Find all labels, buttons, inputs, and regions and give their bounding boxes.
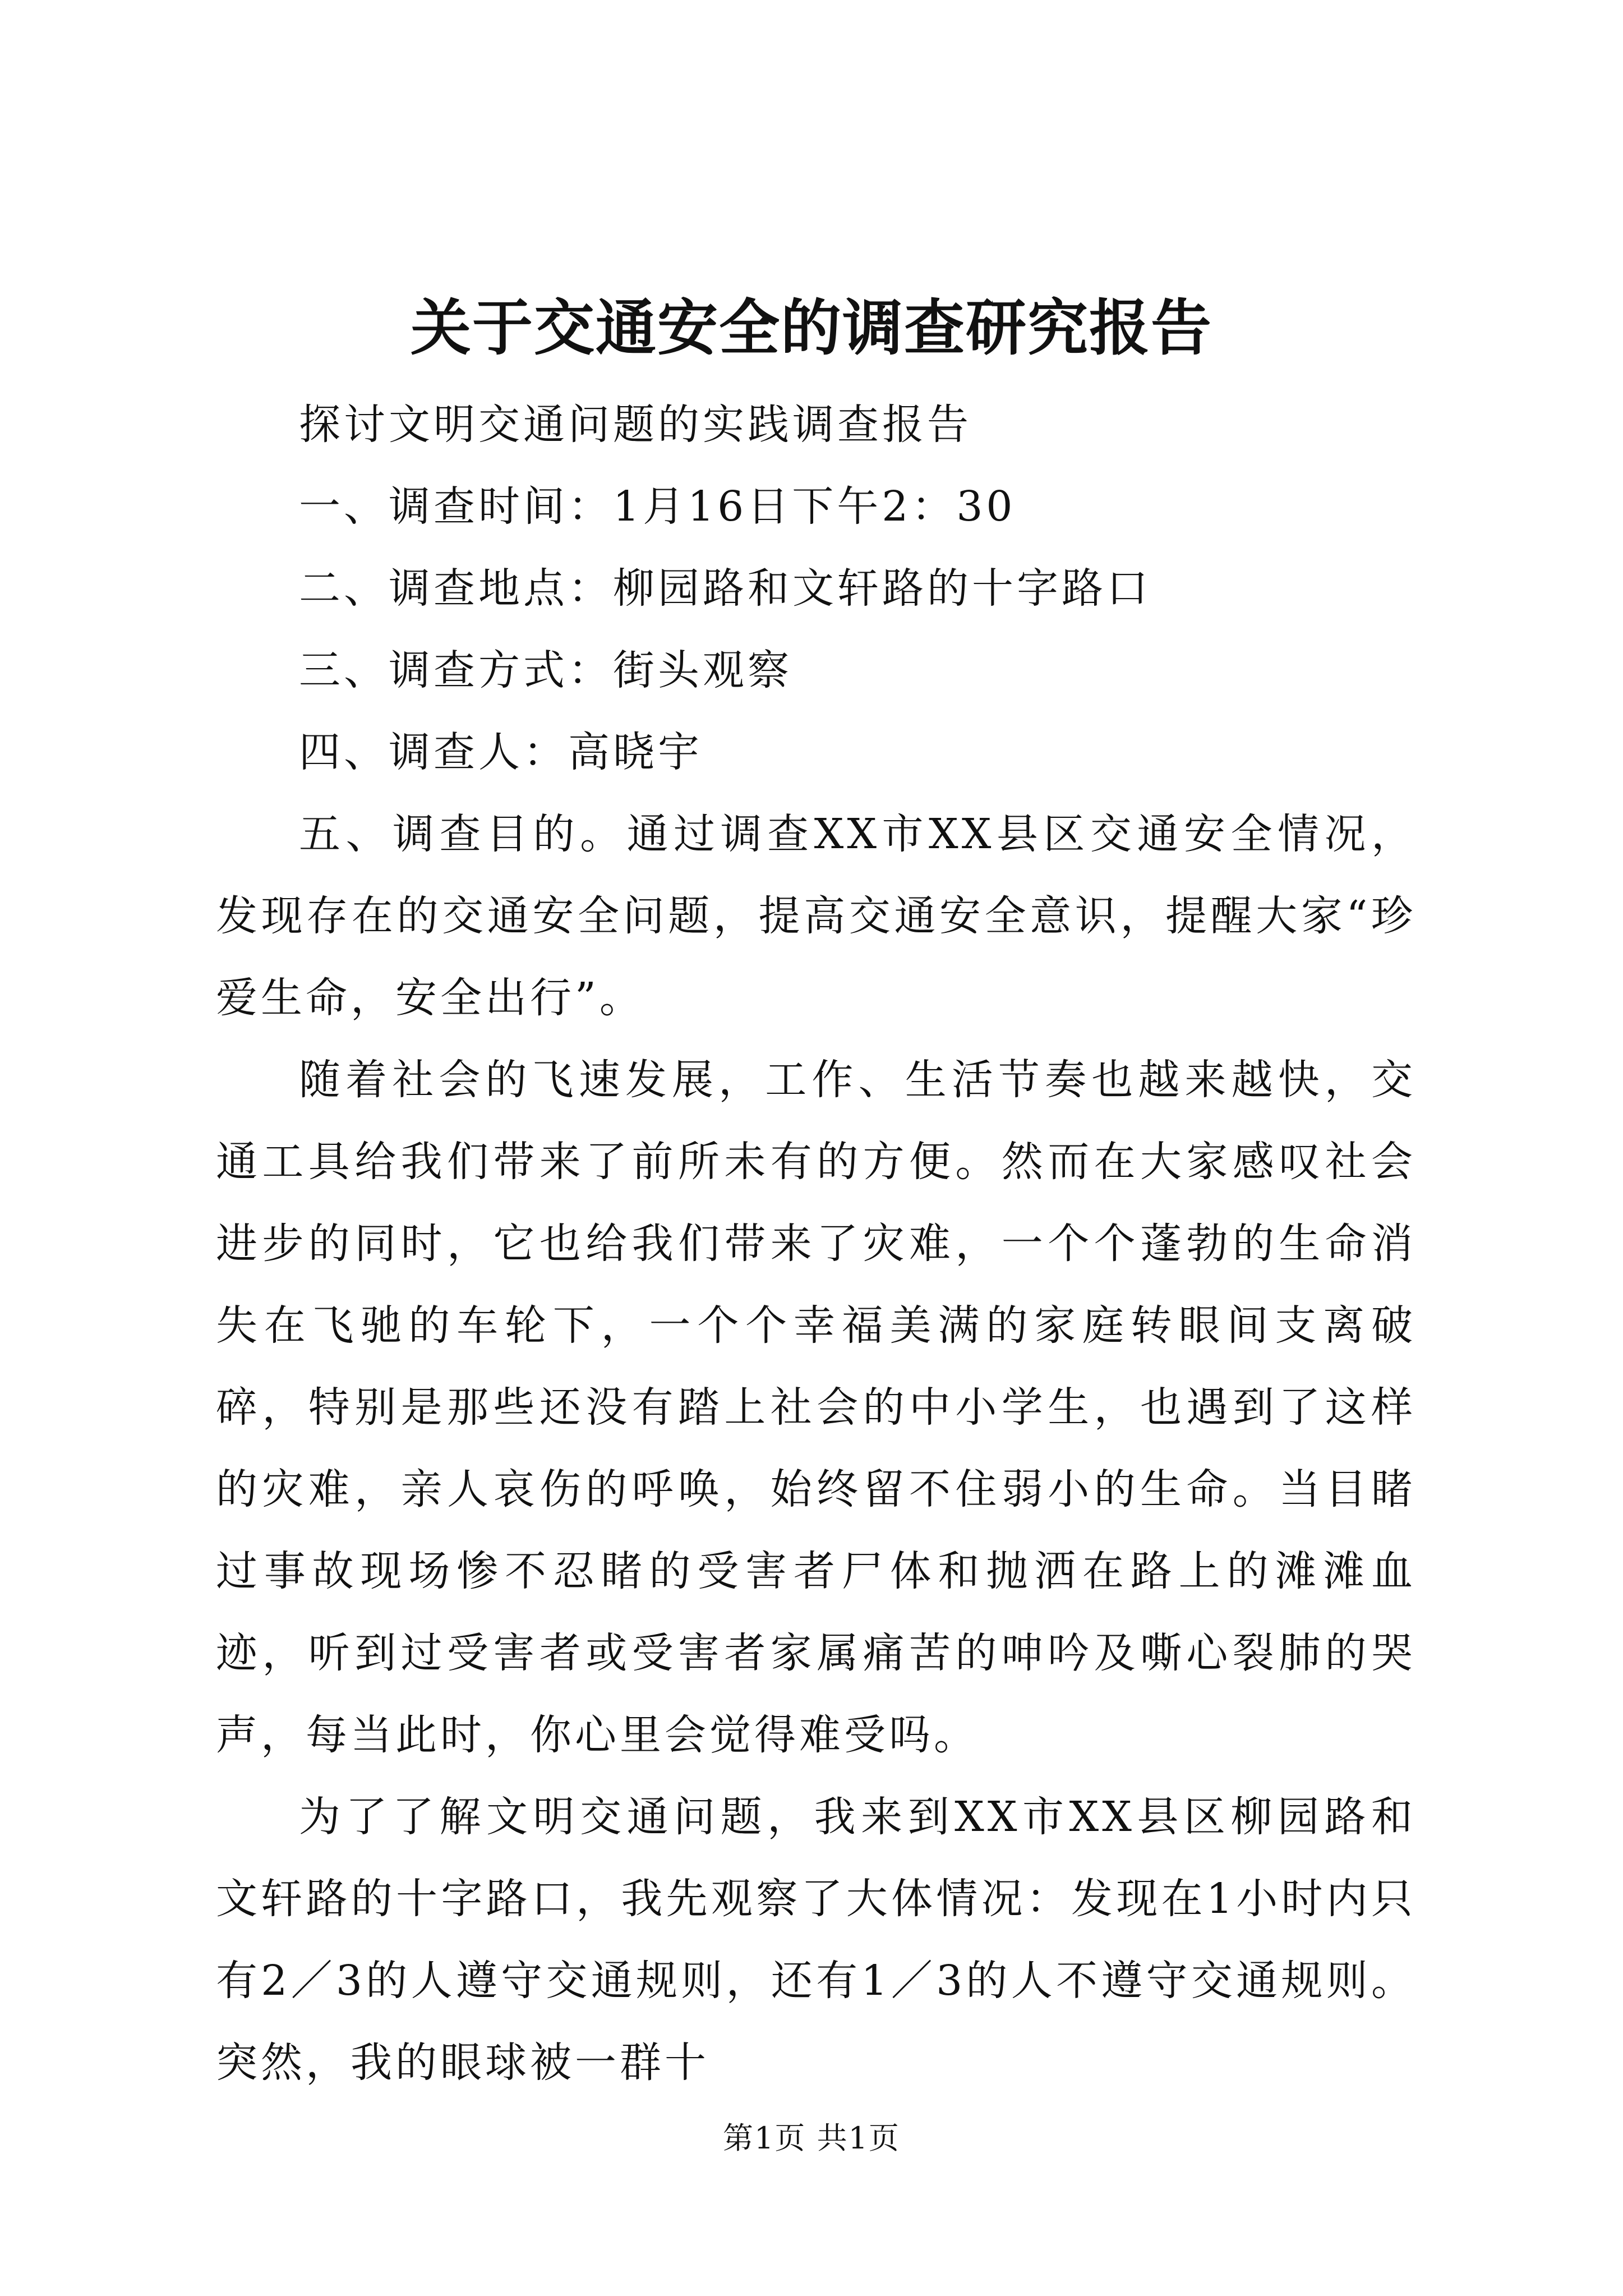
document-body	[216, 384, 1416, 2104]
paragraph-survey-purpose: 五、调查目的。通过调查XX市XX县区交通安全情况，发现存在的交通安全问题，提高交通安全意识，提醒大家“珍爱生命，安全出行”。	[216, 810, 1416, 1022]
paragraph-survey-location: 二、调查地点：柳园路和文轩路的十字路口	[299, 564, 1151, 613]
paragraph-survey-time: 一、调查时间：1月16日下午2：30	[299, 482, 1016, 531]
paragraph-background: 随着社会的飞速发展，工作、生活节奏也越来越快，交通工具给我们带来了前所未有的方便。然而在大家感叹社会进步的同时，它也给我们带来了灾难，一个个蓬勃的生命消失在飞驰的车轮下，一个个幸福美满的家庭转眼间支离破碎，特别是那些还没有踏上社会的中小学生，也遇到了这样的灾难，亲人哀伤的呼唤，始终留不住弱小的生命。当目睹过事故现场惨不忍睹的受害者尸体和抛洒在路上的滩滩血迹，听到过受害者或受害者家属痛苦的呻吟及嘶心裂肺的哭声，每当此时，你心里会觉得难受吗。	[216, 1056, 1416, 1759]
paragraph-surveyor: 四、调查人：高晓宇	[299, 728, 703, 776]
paragraph-observation: 为了了解文明交通问题，我来到XX市XX县区柳园路和文轩路的十字路口，我先观察了大体情况：发现在1小时内只有2／3的人遵守交通规则，还有1／3的人不遵守交通规则。突然，我的眼球被一群十	[216, 1793, 1416, 2087]
paragraph-survey-method: 三、调查方式：街头观察	[299, 646, 792, 694]
paragraph-intro: 探讨文明交通问题的实践调查报告	[299, 401, 972, 449]
page-footer: 第1页 共1页	[723, 2120, 900, 2156]
document-title: 关于交通安全的调查研究报告	[410, 293, 1212, 364]
